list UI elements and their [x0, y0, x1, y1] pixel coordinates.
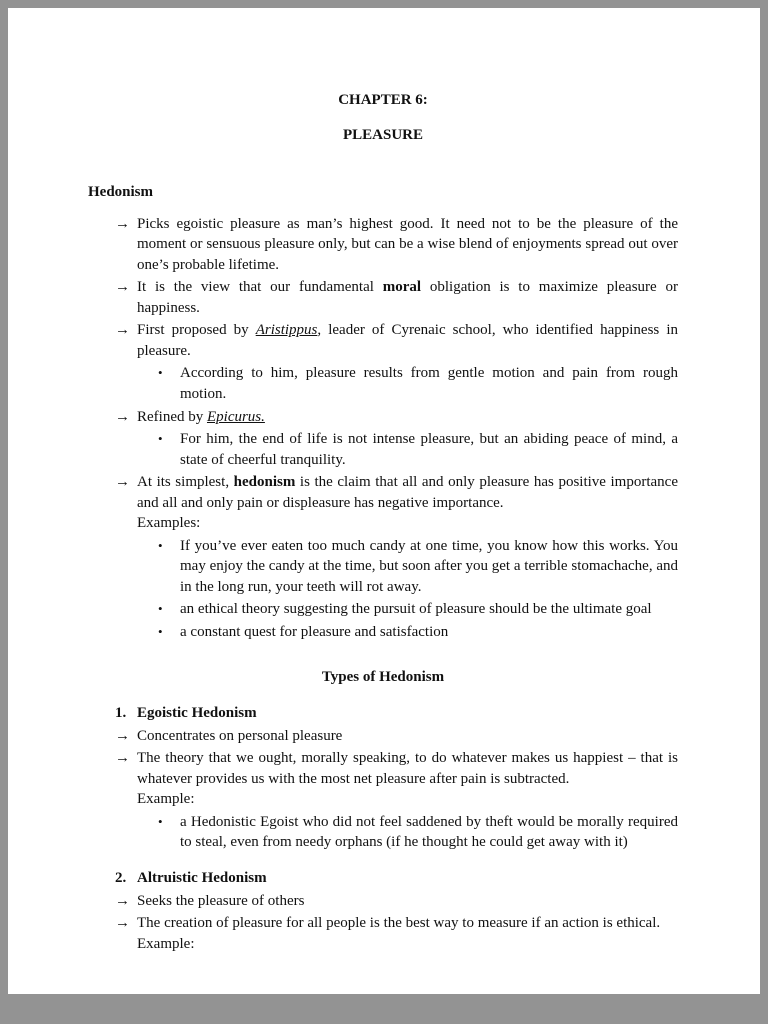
- paragraph: The theory that we ought, morally speaking, to do whatever makes us happiest – that is whatever provides us with the most net pleasure after pain is subtracted.: [137, 750, 678, 787]
- arrow-item: [115, 320, 678, 361]
- arrow-bullet-icon: →: [115, 892, 130, 909]
- examples-label: Examples:: [137, 515, 201, 532]
- text-segment-bold: hedonism: [233, 474, 296, 491]
- bullet-item: [158, 622, 678, 643]
- dot-bullet-icon: •: [158, 624, 163, 640]
- paragraph: The creation of pleasure for all people is the best way to measure if an action is ethical.: [137, 915, 661, 932]
- arrow-bullet-icon: →: [115, 474, 130, 491]
- item-text: Concentrates on personal pleasure: [137, 727, 343, 744]
- document-page: [8, 8, 760, 994]
- item-text: [137, 748, 678, 810]
- text-segment: It is the view that our fundamental: [137, 279, 383, 296]
- dot-bullet-icon: •: [158, 365, 163, 381]
- text-segment: First proposed by: [137, 322, 256, 339]
- bullet-item: [158, 429, 678, 470]
- arrow-item: [115, 214, 678, 276]
- bullet-item: [158, 812, 678, 853]
- item-text: According to him, pleasure results from gentle motion and pain from rough motion.: [180, 365, 678, 403]
- item-text: Seeks the pleasure of others: [137, 892, 305, 909]
- arrow-item: [115, 472, 678, 534]
- arrow-bullet-icon: →: [115, 750, 130, 767]
- types-of-hedonism-heading: Types of Hedonism: [321, 668, 445, 685]
- arrow-item: [115, 726, 678, 747]
- arrow-bullet-icon: →: [115, 322, 130, 339]
- item-text: an ethical theory suggesting the pursuit of pleasure should be the ultimate goal: [180, 601, 652, 618]
- bullet-item: [158, 363, 678, 404]
- item-text: Picks egoistic pleasure as man’s highest good. It need not to be the pleasure of the moment or sensuous pleasure only, but can be a wise blend of enjoyments spread out over one’s probable lifetime.: [137, 215, 678, 273]
- example-label: Example:: [137, 791, 195, 808]
- section-heading-hedonism: Hedonism: [88, 184, 154, 201]
- bullet-item: [158, 536, 678, 598]
- item-title: Egoistic Hedonism: [137, 705, 257, 722]
- paragraph: [137, 472, 678, 513]
- text-segment: Refined by: [137, 408, 207, 425]
- text-segment: At its simplest,: [137, 474, 234, 491]
- dot-bullet-icon: •: [158, 431, 163, 447]
- arrow-item: [115, 891, 678, 912]
- list-number: 1.: [115, 705, 127, 722]
- arrow-bullet-icon: →: [115, 279, 130, 296]
- item-title: Altruistic Hedonism: [137, 869, 267, 886]
- item-text: For him, the end of life is not intense pleasure, but an abiding peace of mind, a state of cheerful tranquility.: [180, 431, 678, 468]
- numbered-item-egoistic: [115, 703, 678, 724]
- arrow-bullet-icon: →: [115, 727, 130, 744]
- arrow-item: [115, 748, 678, 810]
- text-segment-italic: Aristippus: [255, 322, 318, 339]
- chapter-heading: CHAPTER 6:: [338, 92, 428, 108]
- text-segment: is the claim that all and only pleasure has positive importance and all and only pain or displeasure has negative importance.: [137, 474, 678, 511]
- text-segment-italic: Epicurus.: [206, 408, 265, 425]
- text-segment: obligation is to maximize pleasure or happiness.: [137, 279, 678, 316]
- example-label: Example:: [137, 935, 195, 952]
- numbered-item-altruistic: [115, 868, 678, 889]
- item-text: a constant quest for pleasure and satisfaction: [180, 624, 449, 641]
- chapter-title: PLEASURE: [342, 126, 424, 143]
- item-text: [137, 407, 678, 428]
- item-text: [137, 277, 678, 318]
- dot-bullet-icon: •: [158, 813, 163, 829]
- item-text: [137, 913, 678, 954]
- arrow-bullet-icon: →: [115, 915, 130, 932]
- item-text: If you’ve ever eaten too much candy at one time, you know how this works. You may enjoy the candy at the time, but soon after you get a terrible stomachache, and in the long run, your teeth will rot away.: [180, 537, 678, 595]
- text-segment-bold: moral: [382, 279, 422, 296]
- arrow-item: [115, 277, 678, 318]
- item-text: a Hedonistic Egoist who did not feel saddened by theft would be morally required to steal, even from needy orphans (if he thought he could get away with it): [180, 813, 678, 851]
- text-segment: , leader of Cyrenaic school, who identified happiness in pleasure.: [137, 322, 678, 359]
- arrow-item: [115, 407, 678, 428]
- item-text: [137, 472, 678, 534]
- dot-bullet-icon: •: [158, 537, 163, 553]
- arrow-bullet-icon: →: [115, 215, 130, 232]
- bullet-item: [158, 599, 678, 620]
- list-number: 2.: [115, 869, 127, 886]
- arrow-bullet-icon: →: [115, 408, 130, 425]
- dot-bullet-icon: •: [158, 601, 163, 617]
- arrow-item: [115, 913, 678, 954]
- item-text: [137, 320, 678, 361]
